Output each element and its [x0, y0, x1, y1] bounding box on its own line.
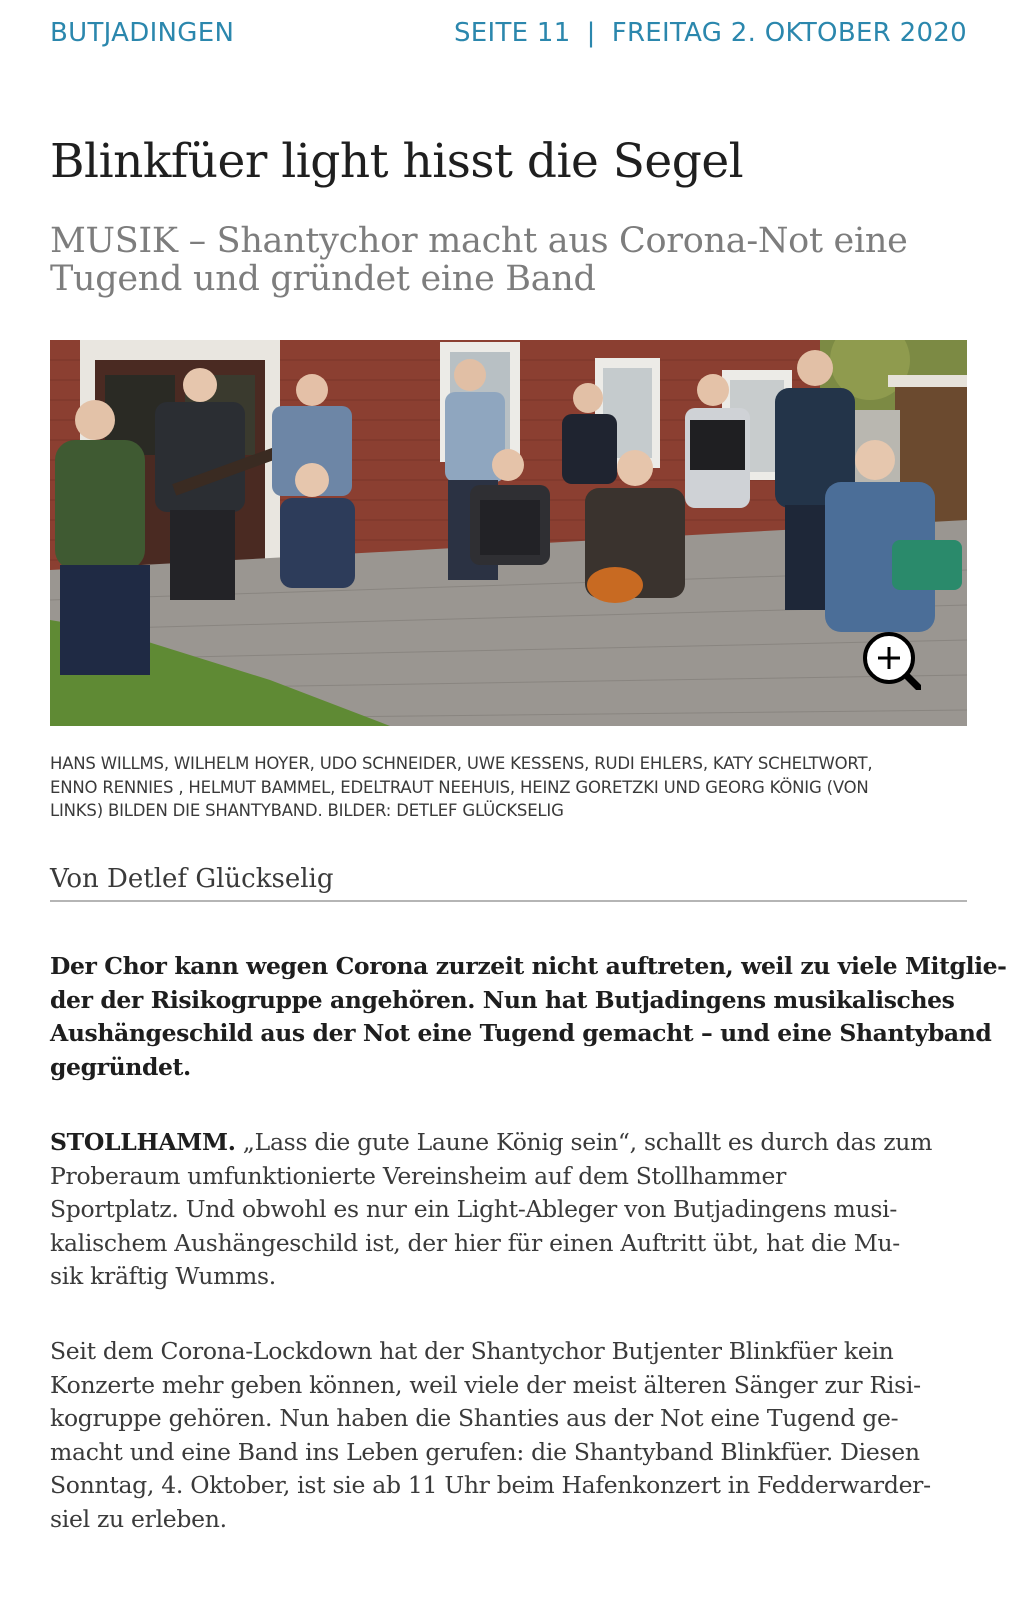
paragraph-line: macht und eine Band ins Leben gerufen: die Shantyband Blinkfüer. Diesen	[50, 1437, 920, 1466]
article-photo[interactable]	[50, 340, 967, 726]
dateline: STOLLHAMM.	[50, 1128, 236, 1156]
caption-line: LINKS) BILDEN DIE SHANTYBAND. BILDER: DETLEF GLÜCKSELIG	[50, 801, 564, 820]
paragraph-line: Seit dem Corona-Lockdown hat der Shantychor Butjenter Blinkfüer kein	[50, 1337, 894, 1365]
zoom-in-button[interactable]	[861, 630, 921, 690]
lead-line: gegründet.	[50, 1052, 191, 1081]
issue-date: FREITAG 2. OKTOBER 2020	[611, 18, 967, 48]
paragraph-text: „Lass die gute Laune König sein“, schallt es durch das zum	[235, 1128, 933, 1156]
paragraph-line: Sportplatz. Und obwohl es nur ein Light-Ableger von Butjadingens musi-	[50, 1195, 897, 1223]
article-byline: Von Detlef Glückselig	[50, 864, 967, 902]
article-subheadline: MUSIK – Shantychor macht aus Corona-Not eine Tugend und gründet eine Band	[50, 221, 908, 299]
header-separator: |	[586, 18, 596, 48]
article-lead	[50, 950, 1007, 1084]
article-paragraph-1	[50, 1126, 980, 1294]
lead-line: Aushängeschild aus der Not eine Tugend gemacht – und eine Shantyband	[50, 1019, 992, 1047]
paragraph-line: siel zu erleben.	[50, 1504, 227, 1533]
page-date-info	[454, 18, 967, 48]
zoom-in-icon	[861, 630, 921, 690]
paragraph-line: Sonntag, 4. Oktober, ist sie ab 11 Uhr beim Hafenkonzert in Fedderwarder-	[50, 1471, 931, 1499]
lead-line: Der Chor kann wegen Corona zurzeit nicht auftreten, weil zu viele Mitglie-	[50, 952, 1007, 980]
page-number: SEITE 11	[453, 18, 571, 48]
lead-line: der der Risikogruppe angehören. Nun hat Butjadingens musikalisches	[50, 985, 955, 1014]
paragraph-line: Konzerte mehr geben können, weil viele der meist älteren Sänger zur Risi-	[50, 1370, 921, 1399]
band-photo-illustration	[50, 340, 967, 726]
section-name: BUTJADINGEN	[50, 18, 235, 48]
paragraph-line: Proberaum umfunktionierte Vereinsheim auf dem Stollhammer	[50, 1161, 787, 1190]
caption-line: ENNO RENNIES , HELMUT BAMMEL, EDELTRAUT NEEHUIS, HEINZ GORETZKI UND GEORG KÖNIG (VON	[50, 777, 869, 797]
paragraph-line: kogruppe gehören. Nun haben die Shanties aus der Not eine Tugend ge-	[50, 1404, 899, 1432]
photo-caption	[50, 752, 980, 823]
article-headline: Blinkfüer light hisst die Segel	[50, 134, 744, 189]
page-header	[50, 18, 967, 58]
paragraph-line: kalischem Aushängeschild ist, der hier für einen Auftritt übt, hat die Mu-	[50, 1228, 900, 1257]
article-paragraph-2	[50, 1335, 980, 1536]
caption-line: HANS WILLMS, WILHELM HOYER, UDO SCHNEIDER, UWE KESSENS, RUDI EHLERS, KATY SCHELTWORT,	[50, 754, 873, 773]
paragraph-line: sik kräftig Wumms.	[50, 1262, 276, 1290]
paragraph-line	[50, 1126, 980, 1160]
